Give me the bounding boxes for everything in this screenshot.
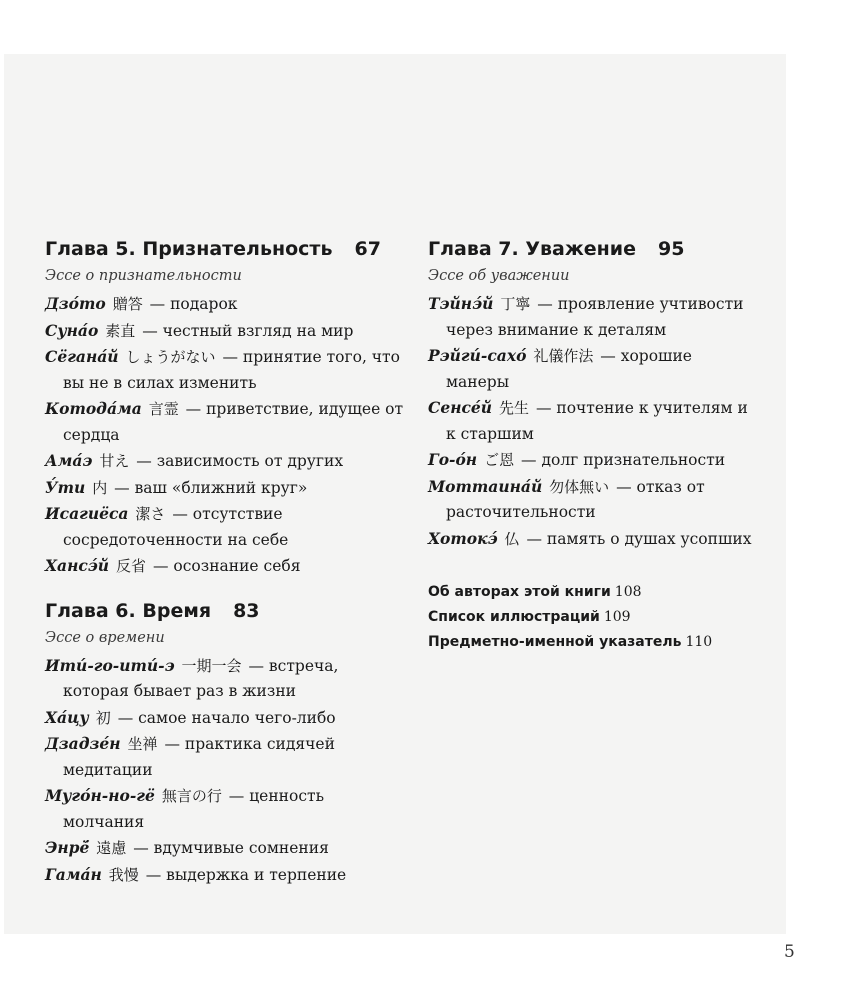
entry-term: Тэйнэ́й bbox=[428, 294, 494, 313]
back-matter-label: Предметно-именной указатель bbox=[428, 634, 682, 650]
entry-term: Ити́-го-ити́-э bbox=[45, 655, 175, 675]
toc-entry bbox=[45, 291, 405, 318]
entry-term: Муго́н-но-гё bbox=[45, 786, 155, 805]
chapter-5-heading bbox=[45, 238, 405, 260]
entry-kanji: 内 bbox=[92, 478, 108, 497]
toc-entry bbox=[45, 783, 405, 835]
entry-term: Ама́э bbox=[45, 451, 93, 470]
entry-term: Дзадзе́н bbox=[45, 734, 121, 753]
toc-entry bbox=[45, 553, 405, 580]
entry-kanji: 遠慮 bbox=[96, 839, 127, 857]
entry-term: Рэйгú-сахо́ bbox=[428, 346, 527, 365]
entry-term: Сёгана́й bbox=[45, 347, 119, 366]
entry-term: Хотокэ́ bbox=[428, 528, 498, 548]
toc-entry bbox=[428, 291, 758, 343]
entry-kanji: ご恩 bbox=[484, 451, 515, 469]
essay-title: Эссе о признательности bbox=[45, 268, 242, 284]
toc-entry bbox=[428, 447, 758, 474]
entry-definition: — практика сидячей медитации bbox=[63, 735, 335, 779]
entry-term: Го-о́н bbox=[428, 450, 478, 469]
chapter-5-entries bbox=[45, 291, 405, 580]
entry-kanji: 一期一会 bbox=[181, 656, 242, 675]
page-number: 5 bbox=[784, 942, 795, 962]
entry-definition: — память о душах усопших bbox=[526, 529, 752, 548]
chapter-page: 83 bbox=[233, 599, 260, 622]
back-matter-page: 109 bbox=[603, 609, 631, 625]
entry-definition: — подарок bbox=[149, 295, 238, 313]
toc-entry bbox=[45, 396, 405, 448]
chapter-6-entries bbox=[45, 653, 405, 889]
entry-definition: — самое начало чего-либо bbox=[117, 708, 336, 727]
entry-definition: — ценность молчания bbox=[63, 787, 325, 831]
chapter-7-entries bbox=[428, 291, 758, 552]
entry-definition: — принятие того, что вы не в силах изменить bbox=[63, 348, 400, 392]
entry-kanji: 贈答 bbox=[112, 295, 143, 313]
entry-term: Ха́цу bbox=[45, 707, 89, 727]
toc-entry bbox=[45, 344, 405, 396]
toc-entry bbox=[45, 862, 405, 889]
chapter-page: 67 bbox=[354, 238, 381, 260]
entry-definition: — приветствие, идущее от сердца bbox=[63, 400, 404, 444]
entry-term: Хансэ́й bbox=[45, 556, 110, 575]
entry-definition: — честный взгляд на мир bbox=[142, 321, 354, 340]
toc-entry bbox=[45, 731, 405, 783]
entry-definition: — отказ от расточительности bbox=[446, 477, 705, 521]
back-matter-entry bbox=[428, 580, 758, 605]
entry-definition: — отсутствие сосредоточенности на себе bbox=[63, 505, 289, 549]
entry-term: Моттаина́й bbox=[428, 476, 543, 496]
entry-kanji: 無言の行 bbox=[161, 787, 222, 805]
entry-term: Котода́ма bbox=[45, 399, 142, 418]
entry-kanji: 坐禅 bbox=[127, 735, 158, 753]
chapter-title: Глава 5. Признательность bbox=[45, 238, 333, 260]
entry-definition: — хорошие манеры bbox=[446, 347, 692, 391]
entry-kanji: しょうがない bbox=[125, 348, 216, 366]
toc-entry bbox=[45, 653, 405, 705]
entry-term: Исагиёса bbox=[45, 504, 129, 523]
entry-definition: — почтение к учителям и к старшим bbox=[446, 399, 748, 443]
entry-definition: — вдумчивые сомнения bbox=[133, 839, 329, 857]
toc-entry bbox=[45, 501, 405, 553]
entry-term: Суна́о bbox=[45, 320, 99, 340]
entry-kanji: 甘え bbox=[99, 452, 130, 470]
back-matter-list bbox=[428, 580, 758, 655]
toc-entry bbox=[45, 448, 405, 475]
toc-entry bbox=[45, 318, 405, 345]
entry-term: Сенсе́й bbox=[428, 398, 493, 417]
chapter-title: Глава 7. Уважение bbox=[428, 238, 636, 260]
entry-definition: — осознание себя bbox=[152, 557, 301, 575]
back-matter-page: 110 bbox=[685, 634, 713, 650]
toc-entry bbox=[45, 475, 405, 502]
entry-definition: — встреча, которая бывает раз в жизни bbox=[63, 656, 339, 700]
entry-term: У́ти bbox=[45, 477, 86, 497]
entry-definition: — долг признательности bbox=[521, 451, 726, 469]
toc-left-column bbox=[45, 238, 405, 888]
toc-entry bbox=[428, 395, 758, 447]
toc-entry bbox=[45, 835, 405, 862]
entry-definition: — зависимость от других bbox=[136, 452, 344, 470]
toc-entry bbox=[45, 705, 405, 732]
entry-kanji: 我慢 bbox=[108, 865, 139, 884]
chapter-page: 95 bbox=[657, 238, 685, 260]
entry-definition: — ваш «ближний круг» bbox=[114, 478, 308, 497]
toc-entry bbox=[428, 343, 758, 395]
back-matter-entry bbox=[428, 605, 758, 630]
entry-kanji: 潔さ bbox=[135, 505, 166, 523]
chapter-7-heading bbox=[428, 238, 758, 260]
toc-entry bbox=[428, 526, 758, 553]
entry-definition: — проявление учтивости через внимание к деталям bbox=[446, 295, 744, 339]
entry-term: Дзо́то bbox=[45, 294, 106, 313]
essay-title: Эссе об уважении bbox=[428, 268, 570, 284]
entry-kanji: 勿体無い bbox=[549, 477, 610, 496]
entry-kanji: 先生 bbox=[499, 399, 530, 417]
entry-definition: — выдержка и терпение bbox=[145, 865, 347, 884]
back-matter-label: Об авторах этой книги bbox=[428, 584, 611, 600]
chapter-title: Глава 6. Время bbox=[45, 599, 212, 622]
toc-entry bbox=[428, 474, 758, 526]
entry-kanji: 反省 bbox=[116, 557, 147, 575]
entry-term: Энрё́ bbox=[45, 838, 90, 857]
entry-kanji: 言霊 bbox=[148, 400, 179, 418]
entry-kanji: 丁寧 bbox=[500, 295, 531, 313]
chapter-6-heading bbox=[45, 600, 405, 622]
entry-kanji: 素直 bbox=[105, 321, 136, 340]
entry-kanji: 礼儀作法 bbox=[533, 347, 594, 365]
toc-right-column bbox=[428, 238, 758, 655]
back-matter-page: 108 bbox=[614, 584, 642, 600]
back-matter-entry bbox=[428, 630, 758, 655]
back-matter-label: Список иллюстраций bbox=[428, 609, 600, 625]
entry-kanji: 仏 bbox=[504, 529, 520, 548]
essay-title: Эссе о времени bbox=[45, 629, 165, 646]
entry-term: Гама́н bbox=[45, 864, 102, 884]
entry-kanji: 初 bbox=[95, 708, 111, 727]
